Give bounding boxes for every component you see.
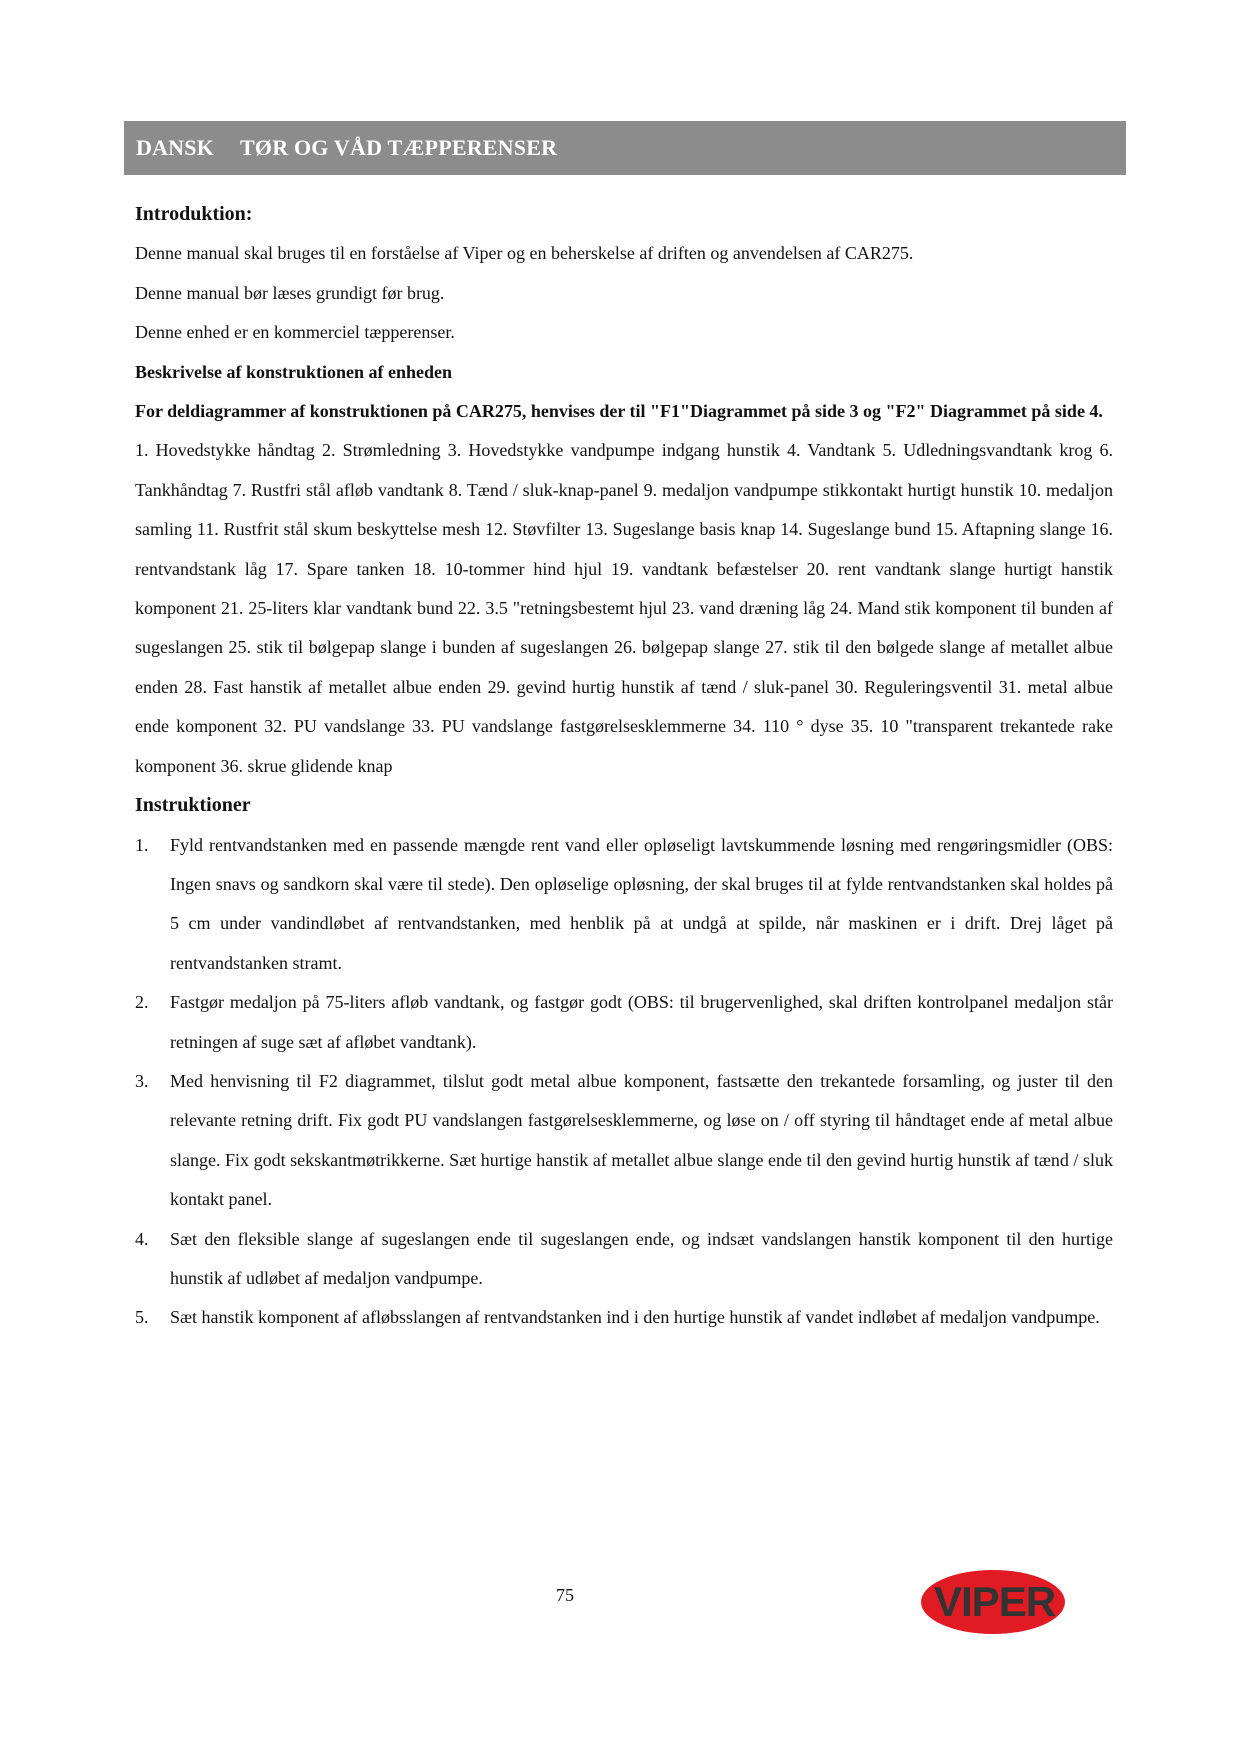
description-heading: Beskrivelse af konstruktionen af enheden	[135, 361, 453, 382]
instructions-heading: Instruktioner	[135, 794, 251, 817]
intro-line-3: Denne enhed er en kommerciel tæpperenser.	[135, 322, 455, 343]
instructions-list	[135, 826, 1113, 1338]
instruction-number: 2.	[135, 992, 149, 1013]
intro-heading: Introduktion:	[135, 203, 253, 225]
logo-wordmark: VIPER	[934, 1578, 1056, 1625]
parts-list: 1. Hovedstykke håndtag 2. Strømledning 3. Hovedstykke vandpumpe indgang hunstik 4. Vandtank 5. Udledningsvandtank krog 6. Tankhåndtag 7. Rustfri stål afløb vandtank 8. Tænd / sluk-knap-panel 9. medaljon vandpumpe stikkontakt hurtigt hunstik 10. medaljon samling 11. Rustfrit stål skum beskyttelse mesh 12. Støvfilter 13. Sugeslange basis knap 14. Sugeslange bund 15. Aftapning slange 16. rentvandstank låg 17. Spare tanken 18. 10-tommer hind hjul 19. vandtank befæstelser 20. rent vandtank slange hurtigt hanstik komponent 21. 25-liters klar vandtank bund 22. 3.5 "retningsbestemt hjul 23. vand dræning låg 24. Mand stik komponent til bunden af sugeslangen 25. stik til bølgepap slange i bunden af sugeslangen 26. bølgepap slange 27. stik til den bølgede slange af metallet albue enden 28. Fast hanstik af metallet albue enden 29. gevind hurtig hunstik af tænd / sluk-panel 30. Reguleringsventil 31. metal albue ende komponent 32. PU vandslange 33. PU vandslange fastgørelsesklemmerne 34. 110 ° dyse 35. 10 "transparent trekantede rake komponent 36. skrue glidende knap	[135, 440, 1113, 776]
section-title: TØR OG VÅD TÆPPERENSER	[240, 135, 558, 160]
instruction-text: Sæt den fleksible slange af sugeslangen ende til sugeslangen ende, og indsæt vandslangen hanstik komponent til den hurtige hunstik af udløbet af medaljon vandpumpe.	[170, 1228, 1113, 1288]
intro-line-2: Denne manual bør læses grundigt før brug.	[135, 282, 445, 303]
instruction-item	[135, 983, 1113, 1062]
page-number: 75	[556, 1585, 574, 1605]
diagram-reference: For deldiagrammer af konstruktionen på CAR275, henvises der til "F1"Diagrammet på side 3 og "F2" Diagrammet på side 4.	[135, 401, 1103, 422]
instruction-text: Med henvisning til F2 diagrammet, tilslut godt metal albue komponent, fastsætte den trekantede forsamling, og juster til den relevante retning drift. Fix godt PU vandslangen fastgørelsesklemmerne, og løse on / off styring til håndtaget ende af metal albue slange. Fix godt sekskantmøtrikkerne. Sæt hurtige hanstik af metallet albue slange ende til den gevind hurtig hunstik af tænd / sluk kontakt panel.	[170, 1070, 1113, 1210]
instruction-item	[135, 1220, 1113, 1299]
instruction-item	[135, 826, 1113, 984]
instruction-number: 5.	[135, 1307, 149, 1328]
instruction-text: Fyld rentvandstanken med en passende mængde rent vand eller opløseligt lavtskummende løsning med rengøringsmidler (OBS: Ingen snavs og sandkorn skal være til stede). Den opløselige opløsning, der skal bruges til at fylde rentvandstanken skal holdes på 5 cm under vandindløbet af rentvandstanken, med henblik på at undgå at spilde, når maskinen er i drift. Drej låget på rentvandstanken stramt.	[170, 834, 1113, 973]
instruction-number: 4.	[135, 1228, 149, 1249]
instruction-number: 3.	[135, 1070, 149, 1091]
document-body	[135, 195, 1113, 1338]
language-label: DANSK	[136, 135, 215, 160]
viper-logo	[918, 1567, 1108, 1637]
section-header	[124, 121, 1126, 175]
instruction-item	[135, 1062, 1113, 1220]
instruction-item	[135, 1298, 1113, 1337]
instruction-text: Sæt hanstik komponent af afløbsslangen af rentvandstanken ind i den hurtige hunstik af vandet indløbet af medaljon vandpumpe.	[170, 1307, 1100, 1328]
instruction-number: 1.	[135, 834, 149, 855]
instruction-text: Fastgør medaljon på 75-liters afløb vandtank, og fastgør godt (OBS: til brugervenlighed, skal driften kontrolpanel medaljon står retningen af suge sæt af afløbet vandtank).	[170, 992, 1113, 1052]
intro-line-1: Denne manual skal bruges til en forståelse af Viper og en beherskelse af driften og anvendelsen af CAR275.	[135, 243, 914, 264]
